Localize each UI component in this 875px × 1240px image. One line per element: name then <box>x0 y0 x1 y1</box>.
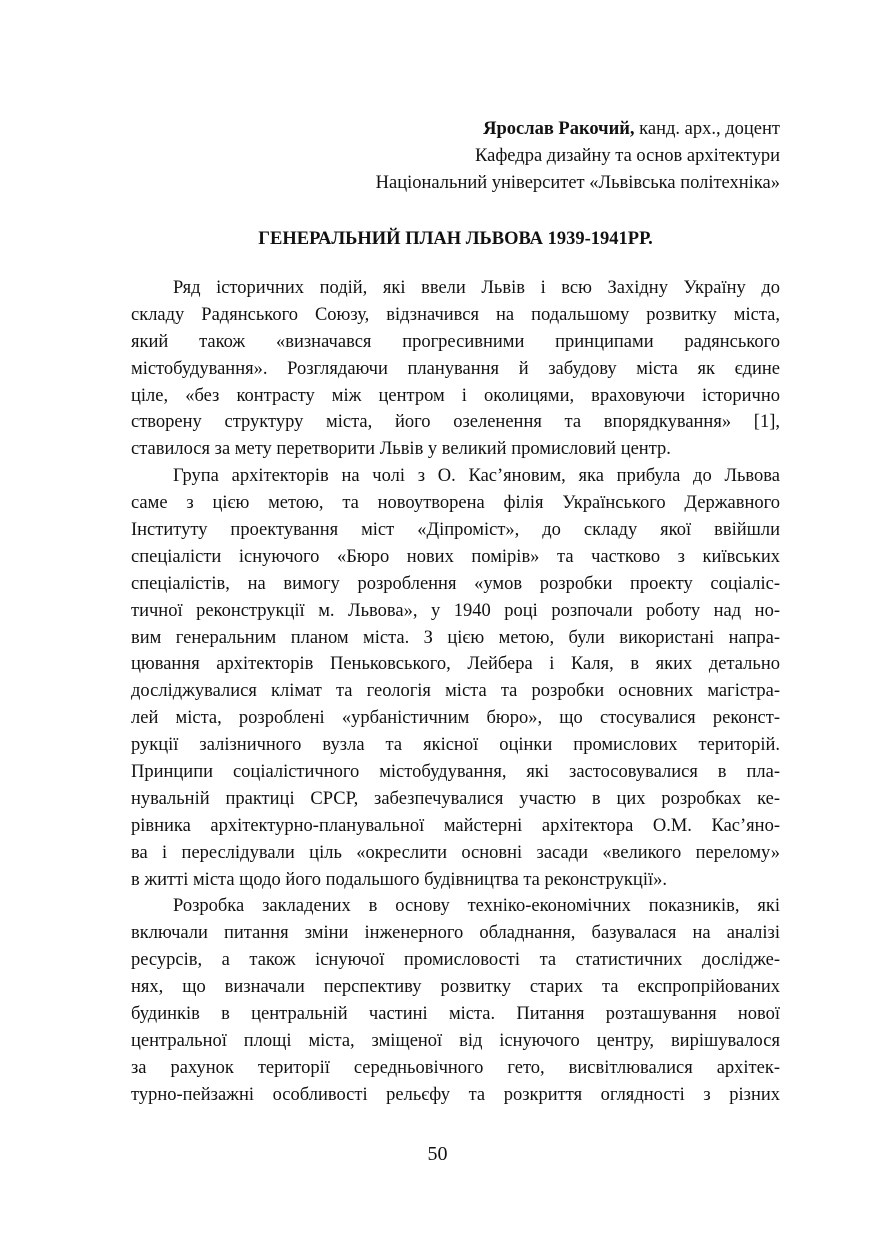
article-title: ГЕНЕРАЛЬНИЙ ПЛАН ЛЬВОВА 1939-1941РР. <box>258 229 653 249</box>
text-line: тичної реконструкції м. Львова», у 1940 році розпочали роботу над но- <box>131 600 780 621</box>
text-line: Розробка закладених в основу техніко-економічних показників, які <box>173 896 780 917</box>
text-line: складу Радянського Союзу, відзначився на подальшому розвитку міста, <box>131 304 780 325</box>
author-line <box>131 116 780 143</box>
text-line: досліджувалися клімат та геологія міста та розробки основних магістра- <box>131 681 780 702</box>
text-line: Інституту проектування міст «Діпроміст», до складу якої ввійшли <box>131 520 780 541</box>
text-line: в житті міста щодо його подальшого будівництва та реконструкції». <box>131 869 667 890</box>
text-line: який також «визначався прогресивними принципами радянського <box>131 331 780 352</box>
paragraph-1 <box>131 275 780 463</box>
text-line: Ряд історичних подій, які ввели Львів і всю Західну Україну до <box>173 278 780 298</box>
text-line: вим генеральним планом міста. З цією метою, були використані напра- <box>131 627 780 648</box>
text-line: містобудування». Розглядаючи планування й забудову міста як єдине <box>131 358 780 379</box>
text-line: лей міста, розроблені «урбаністичним бюро», що стосувалися реконст- <box>131 708 780 729</box>
page-number: 50 <box>427 1143 448 1165</box>
author-info <box>131 116 780 197</box>
text-line: ціле, «без контрасту між центром і околицями, враховуючи історично <box>131 385 780 406</box>
text-line: Група архітекторів на чолі з О. Кас’яновим, яка прибула до Львова <box>173 466 780 487</box>
text-line: за рахунок території середньовічного гето, висвітлювалися архітек- <box>131 1057 780 1078</box>
text-line: саме з цією метою, та новоутворена філія Українського Державного <box>131 493 780 514</box>
author-name: Ярослав Ракочий, <box>483 119 635 139</box>
text-line: включали питання зміни інженерного обладнання, базувалася на аналізі <box>131 923 780 944</box>
article-body <box>131 275 780 1109</box>
text-line: турно-пейзажні особливості рельєфу та розкриття оглядності з різних <box>131 1084 780 1105</box>
paragraph-2 <box>131 463 780 893</box>
paragraph-3 <box>131 893 780 1108</box>
text-line: нях, що визначали перспективу розвитку старих та експропрійованих <box>131 977 780 998</box>
text-line: центральної площі міста, зміщеної від існуючого центру, вирішувалося <box>131 1030 780 1051</box>
university: Національний університет «Львівська політехніка» <box>375 173 780 193</box>
text-line: ресурсів, а також існуючої промисловості та статистичних дослідже- <box>131 950 780 971</box>
text-line: нувальній практиці СРСР, забезпечувалися участю в цих розробках ке- <box>131 788 780 809</box>
text-line: спеціалістів, на вимогу розроблення «умов розробки проекту соціаліс- <box>131 573 780 594</box>
text-line: рукції залізничного вузла та якісної оцінки промислових територій. <box>131 735 780 756</box>
text-line: рівника архітектурно-планувальної майстерні архітектора О.М. Кас’яно- <box>131 815 780 836</box>
text-line: ставилося за мету перетворити Львів у великий промисловий центр. <box>131 439 671 460</box>
department: Кафедра дизайну та основ архітектури <box>475 146 780 166</box>
text-line: цювання архітекторів Пеньковського, Лейбера і Каля, в яких детально <box>131 654 780 675</box>
text-line: Принципи соціалістичного містобудування, які застосовувалися в пла- <box>131 762 780 783</box>
text-line: створену структуру міста, його озеленення та впорядкування» [1], <box>131 412 780 433</box>
author-title: канд. арх., доцент <box>634 119 780 139</box>
text-line: спеціалісти існуючого «Бюро нових помірів» та частково з київських <box>131 546 780 567</box>
text-line: будинків в центральній частині міста. Питання розташування нової <box>131 1004 780 1025</box>
text-line: ва і переслідували ціль «окреслити основні засади «великого перелому» <box>131 842 780 863</box>
